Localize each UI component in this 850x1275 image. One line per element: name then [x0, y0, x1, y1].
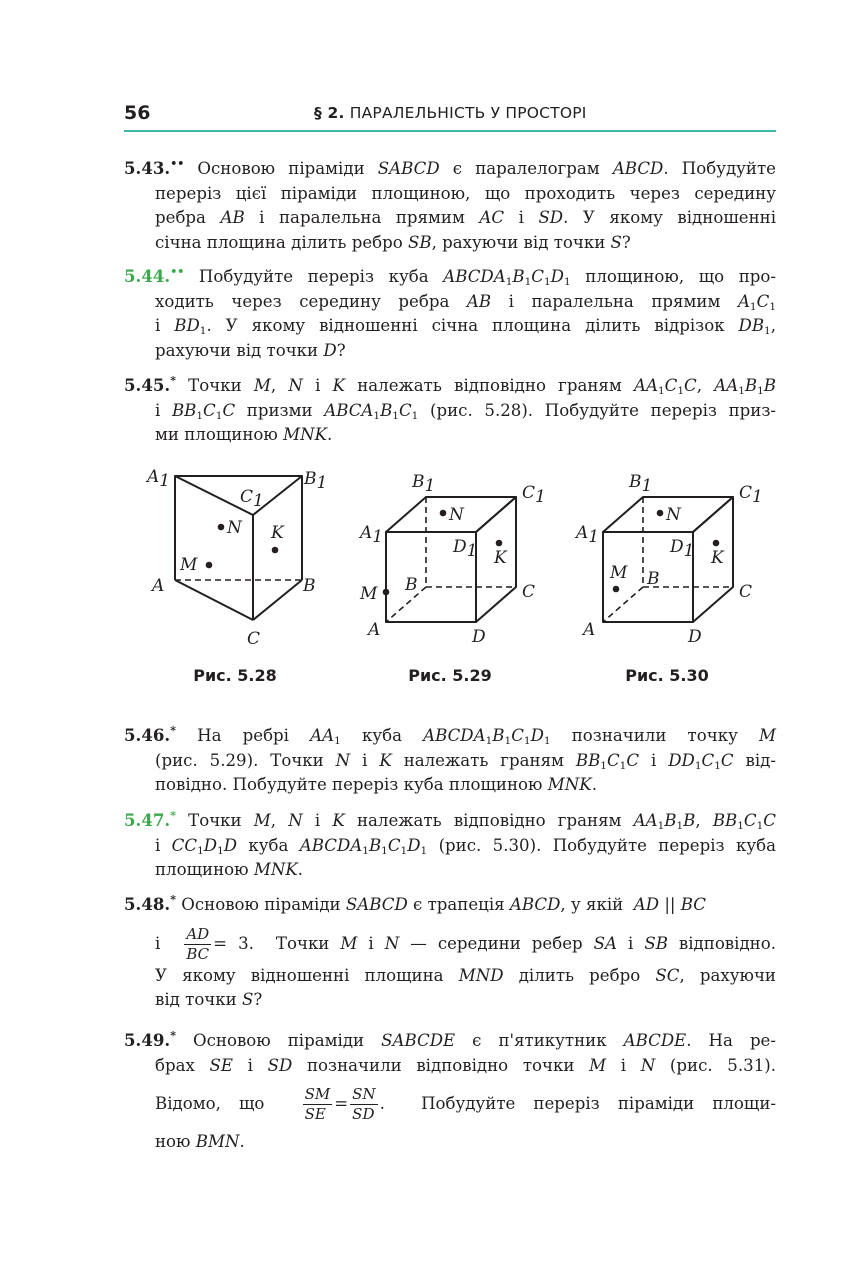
problem-line: січна площина ділить ребро SB, рахуючи від точки S?: [155, 232, 631, 252]
label-b: B: [303, 576, 316, 596]
label-d1: D1: [670, 537, 695, 561]
label-c1: C1: [240, 487, 264, 511]
difficulty-mark: ••: [170, 265, 185, 278]
label-d: D: [472, 627, 486, 647]
page-number: 56: [124, 102, 151, 124]
hidden-edge-ab: [603, 587, 643, 622]
figure-5-28: [140, 460, 340, 660]
problem-number: 5.49.: [124, 1030, 171, 1050]
fraction-ad-bc: $\frac{AD}{BC}$: [186, 924, 210, 963]
problem-line: і $BB_1C_1C$ призми $ABCA_1B_1C_1$ (рис. 5.28). Побудуйте переріз приз-: [155, 400, 777, 422]
difficulty-mark: *: [170, 893, 176, 906]
label-a1: A1: [576, 523, 600, 547]
label-a: A: [152, 576, 165, 596]
problem-line: брах SE і SD позначили відповідно точки M і N (рис. 5.31).: [155, 1055, 776, 1075]
problem-5-47: [124, 804, 776, 883]
problem-line: У якому відношенні площина MND ділить ребро SC, рахуючи: [155, 965, 776, 985]
point-n: [440, 510, 447, 517]
problem-line: 5.45.* Точки M, N і K належать відповідно граням $AA_1C_1C$, $AA_1B_1B$: [124, 374, 776, 397]
problem-line: площиною MNK.: [155, 860, 304, 879]
problem-line: від точки S?: [155, 990, 263, 1009]
label-d1: D1: [453, 537, 478, 561]
problem-line: 5.48.* Основою піраміди SABCD є трапеція ABCD, у якій AD || BC: [124, 893, 706, 914]
problem-5-46: [124, 719, 776, 798]
problem-line: 5.47.* Точки M, N і K належать відповідно граням $AA_1B_1B$, $BB_1C_1C$: [124, 809, 776, 832]
label-c: C: [739, 582, 753, 602]
point-k: [272, 547, 279, 554]
problem-number: 5.45.: [124, 375, 171, 395]
problem-number: 5.43.: [124, 158, 171, 178]
section-title: [314, 104, 587, 122]
problem-line: і $CC_1D_1D$ куба $ABCDA_1B_1C_1D_1$ (рис. 5.30). Побудуйте переріз куба: [155, 835, 776, 857]
label-b: B: [405, 575, 418, 595]
problem-number: 5.44.: [124, 266, 171, 286]
problem-line: (рис. 5.29). Точки N і K належать граням $BB_1C_1C$ і $DD_1C_1C$ від-: [155, 750, 777, 772]
section-prefix: § 2.: [314, 104, 345, 122]
caption-5-29: Рис. 5.29: [408, 666, 492, 685]
figure-5-30: [570, 460, 770, 660]
label-a: A: [368, 620, 381, 640]
label-m: M: [610, 563, 628, 583]
edge-ac: [175, 580, 253, 620]
caption-5-28: Рис. 5.28: [193, 666, 277, 685]
point-m: [383, 589, 390, 596]
problem-line: ною BMN.: [155, 1132, 245, 1151]
label-k: K: [271, 523, 284, 543]
label-c1: C1: [739, 483, 763, 507]
prism-top-face: [175, 476, 302, 515]
fraction-sm-se: $\frac{SM}{SE}$: [304, 1085, 331, 1123]
problem-line: 5.43.•• Основою піраміди SABCD є паралелограм ABCD. Побудуйте: [124, 157, 776, 178]
label-c: C: [247, 629, 261, 649]
problem-line: 5.49.* Основою піраміди SABCDE є п'ятикутник ABCDE. На ре-: [124, 1029, 776, 1050]
label-a1: A1: [360, 523, 384, 547]
edge-cb: [253, 580, 302, 620]
figure-5-29: [355, 460, 555, 660]
label-c: C: [522, 582, 536, 602]
problem-5-48: [124, 888, 776, 1013]
label-a1: A1: [147, 467, 171, 491]
problem-number: 5.46.: [124, 725, 171, 745]
difficulty-mark: *: [170, 374, 176, 387]
point-k: [713, 540, 720, 547]
problem-5-49: [124, 1024, 776, 1155]
difficulty-mark: ••: [170, 157, 185, 170]
label-b: B: [647, 569, 660, 589]
fraction-sn-sd: $\frac{SN}{SD}$: [352, 1085, 376, 1123]
problem-line: 5.46.* На ребрі $AA_1$ куба $ABCDA_1B_1C_1D_1$ позначили точку M: [124, 724, 776, 747]
label-d: D: [688, 627, 702, 647]
label-k: K: [494, 548, 507, 568]
label-a: A: [583, 620, 596, 640]
label-b1: B1: [629, 472, 653, 496]
problem-5-43: [124, 152, 776, 255]
label-n: N: [666, 505, 681, 525]
caption-5-30: Рис. 5.30: [625, 666, 709, 685]
label-b1: B1: [412, 472, 436, 496]
point-n: [218, 524, 225, 531]
label-c1: C1: [522, 483, 546, 507]
point-n: [657, 510, 664, 517]
problem-line: і $\frac{AD}{BC}$ = 3. Точки M і N — середини ребер SA і SB відповідно.: [155, 924, 776, 963]
point-k: [496, 540, 503, 547]
problem-line: ми площиною MNK.: [155, 425, 333, 444]
difficulty-mark: *: [170, 724, 176, 737]
problem-number: 5.48.: [124, 894, 171, 914]
problem-line: повідно. Побудуйте переріз куба площиною MNK.: [155, 775, 597, 794]
problem-line: рахуючи від точки D?: [155, 340, 346, 360]
page-header: [124, 100, 776, 132]
label-m: M: [180, 555, 198, 575]
label-k: K: [711, 548, 724, 568]
label-b1: B1: [304, 469, 328, 493]
difficulty-mark: *: [170, 809, 176, 822]
problem-line: і $BD_1$. У якому відношенні січна площина ділить відрізок $DB_1$,: [155, 316, 776, 337]
problem-line: ребра AB і паралельна прямим AC і SD. У якому відношенні: [155, 208, 777, 227]
label-m: M: [360, 584, 378, 604]
problem-line: Відомо, що $\frac{SM}{SE}$ = $\frac{SN}{SD}$ . Побудуйте переріз піраміди площи-: [155, 1085, 777, 1123]
difficulty-mark: *: [170, 1029, 176, 1042]
label-n: N: [449, 505, 464, 525]
problem-line: ходить через середину ребра AB і паралельна прямим $A_1C_1$: [155, 291, 776, 313]
point-m: [613, 586, 620, 593]
section-title-text: ПАРАЛЕЛЬНІСТЬ У ПРОСТОРІ: [349, 104, 587, 122]
label-n: N: [227, 518, 242, 538]
problem-5-44: [124, 260, 776, 363]
problem-number: 5.47.: [124, 810, 171, 830]
problem-line: 5.44.•• Побудуйте переріз куба $ABCDA_1B_1C_1D_1$ площиною, що про-: [124, 265, 776, 288]
problem-5-45: [124, 369, 776, 448]
point-m: [206, 562, 213, 569]
problem-line: переріз цієї піраміди площиною, що проходить через середину: [155, 183, 776, 203]
